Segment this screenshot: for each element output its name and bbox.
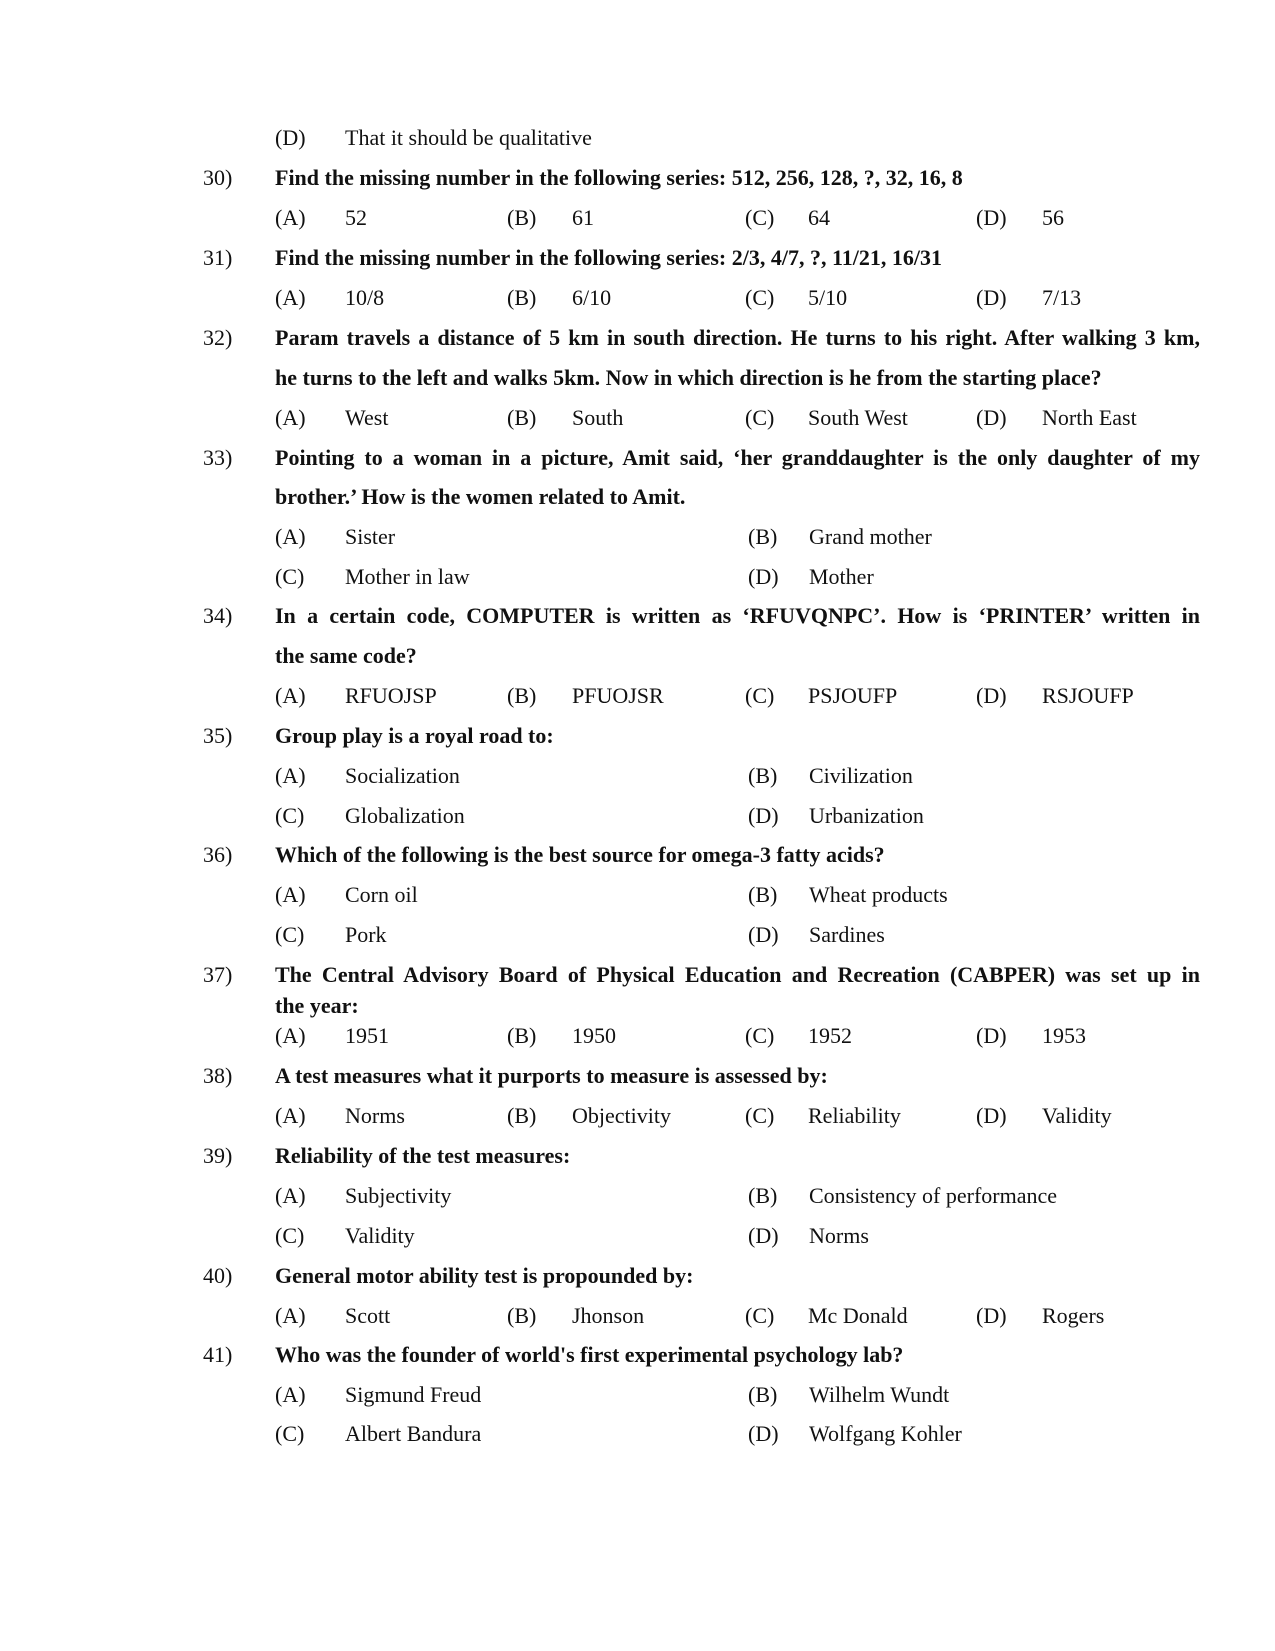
option-text: 5/10 (808, 285, 848, 310)
option-letter: (B) (748, 524, 778, 549)
option-letter: (D) (748, 1421, 779, 1446)
option-text: RSJOUFP (1042, 683, 1134, 708)
option-text: Norms (345, 1103, 405, 1128)
option-text: Globalization (345, 803, 465, 828)
option-text: 7/13 (1042, 285, 1082, 310)
option-letter: (C) (745, 205, 775, 230)
question-row (0, 1061, 1275, 1091)
options-row (0, 1221, 1275, 1251)
option-text: Validity (345, 1223, 415, 1248)
option-text: Mother (809, 564, 874, 589)
option-text: 6/10 (572, 285, 612, 310)
question-text: the same code? (275, 643, 417, 668)
options-row (0, 1181, 1275, 1211)
option-letter: (A) (275, 882, 306, 907)
question-text: Find the missing number in the following series: 2/3, 4/7, ?, 11/21, 16/31 (275, 245, 942, 270)
option-letter: (D) (976, 205, 1007, 230)
question-row (0, 601, 1275, 631)
option-text: North East (1042, 405, 1137, 430)
question-text: The Central Advisory Board of Physical Education and Recreation (CABPER) was set up in (275, 962, 1200, 987)
option-text: 1951 (345, 1023, 389, 1048)
option-text: 64 (808, 205, 830, 230)
question-text: Group play is a royal road to: (275, 723, 554, 748)
option-letter: (C) (745, 1103, 775, 1128)
question-text: Param travels a distance of 5 km in south direction. He turns to his right. After walking 3 km, (275, 325, 1200, 350)
option-letter: (A) (275, 1382, 306, 1407)
option-text: Socialization (345, 763, 460, 788)
option-letter: (A) (275, 763, 306, 788)
option-text: Wheat products (809, 882, 948, 907)
option-letter: (A) (275, 683, 306, 708)
option-letter: (D) (976, 405, 1007, 430)
question-row (0, 641, 1275, 671)
option-text: South West (808, 405, 908, 430)
question-number: 40) (203, 1263, 233, 1288)
question-number: 38) (203, 1063, 233, 1088)
option-text: 56 (1042, 205, 1064, 230)
option-text: Sardines (809, 922, 885, 947)
option-text: Norms (809, 1223, 869, 1248)
question-number: 31) (203, 245, 233, 270)
option-text: 1952 (808, 1023, 852, 1048)
options-row (0, 123, 1275, 153)
options-row (0, 1301, 1275, 1331)
question-number: 36) (203, 842, 233, 867)
option-text: 1950 (572, 1023, 616, 1048)
option-letter: (C) (745, 1023, 775, 1048)
option-text: Albert Bandura (345, 1421, 482, 1446)
option-letter: (B) (748, 1183, 778, 1208)
option-text: Wolfgang Kohler (809, 1421, 962, 1446)
option-letter: (D) (748, 564, 779, 589)
question-text: General motor ability test is propounded by: (275, 1263, 694, 1288)
option-letter: (B) (507, 1303, 537, 1328)
question-number: 41) (203, 1342, 233, 1367)
question-row (0, 991, 1275, 1021)
option-letter: (D) (976, 1023, 1007, 1048)
option-letter: (A) (275, 405, 306, 430)
option-letter: (C) (745, 285, 775, 310)
options-row (0, 880, 1275, 910)
option-text: Pork (345, 922, 387, 947)
option-letter: (B) (748, 763, 778, 788)
option-text: Sigmund Freud (345, 1382, 482, 1407)
question-row (0, 1261, 1275, 1291)
options-row (0, 283, 1275, 313)
question-row (0, 443, 1275, 473)
option-text: 10/8 (345, 285, 385, 310)
option-letter: (B) (507, 205, 537, 230)
question-row (0, 1340, 1275, 1370)
option-text: Mother in law (345, 564, 470, 589)
question-text: Reliability of the test measures: (275, 1143, 571, 1168)
question-text: the year: (275, 993, 359, 1018)
options-row (0, 1021, 1275, 1051)
option-text: PFUOJSR (572, 683, 664, 708)
option-text: Reliability (808, 1103, 901, 1128)
question-row (0, 243, 1275, 273)
option-letter: (D) (748, 1223, 779, 1248)
option-letter: (C) (745, 683, 775, 708)
option-text: That it should be qualitative (345, 125, 592, 150)
option-text: Sister (345, 524, 396, 549)
options-row (0, 681, 1275, 711)
option-text: Subjectivity (345, 1183, 452, 1208)
option-letter: (C) (745, 405, 775, 430)
option-letter: (D) (976, 1303, 1007, 1328)
option-text: Consistency of performance (809, 1183, 1058, 1208)
question-row (0, 840, 1275, 870)
question-text: In a certain code, COMPUTER is written as ‘RFUVQNPC’. How is ‘PRINTER’ written in (275, 603, 1200, 628)
options-row (0, 1101, 1275, 1131)
option-letter: (A) (275, 1303, 306, 1328)
options-row (0, 403, 1275, 433)
option-text: South (572, 405, 624, 430)
options-row (0, 761, 1275, 791)
option-text: Validity (1042, 1103, 1112, 1128)
option-letter: (B) (507, 1103, 537, 1128)
option-text: Grand mother (809, 524, 932, 549)
question-row (0, 363, 1275, 393)
option-text: West (345, 405, 389, 430)
question-row (0, 721, 1275, 751)
option-text: Civilization (809, 763, 913, 788)
options-row (0, 522, 1275, 552)
option-letter: (D) (976, 683, 1007, 708)
question-row (0, 163, 1275, 193)
options-row (0, 203, 1275, 233)
option-text: Rogers (1042, 1303, 1105, 1328)
question-number: 30) (203, 165, 233, 190)
option-text: 61 (572, 205, 594, 230)
option-letter: (A) (275, 1023, 306, 1048)
option-letter: (B) (507, 285, 537, 310)
option-letter: (A) (275, 1103, 306, 1128)
option-letter: (B) (507, 1023, 537, 1048)
question-number: 33) (203, 445, 233, 470)
option-letter: (A) (275, 205, 306, 230)
option-letter: (A) (275, 1183, 306, 1208)
option-letter: (B) (748, 882, 778, 907)
option-text: Urbanization (809, 803, 924, 828)
option-letter: (B) (748, 1382, 778, 1407)
option-text: RFUOJSP (345, 683, 437, 708)
option-text: Mc Donald (808, 1303, 908, 1328)
question-row (0, 323, 1275, 353)
question-row (0, 482, 1275, 512)
question-text: Pointing to a woman in a picture, Amit said, ‘her granddaughter is the only daughter of my (275, 445, 1200, 470)
question-text: brother.’ How is the women related to Amit. (275, 484, 686, 509)
option-letter: (B) (507, 405, 537, 430)
option-letter: (D) (275, 125, 306, 150)
option-text: Objectivity (572, 1103, 671, 1128)
option-letter: (C) (275, 564, 305, 589)
question-text: Find the missing number in the following series: 512, 256, 128, ?, 32, 16, 8 (275, 165, 963, 190)
options-row (0, 920, 1275, 950)
option-text: Jhonson (572, 1303, 645, 1328)
option-text: Corn oil (345, 882, 418, 907)
option-letter: (C) (275, 922, 305, 947)
options-row (0, 1419, 1275, 1449)
option-letter: (D) (748, 803, 779, 828)
question-text: A test measures what it purports to measure is assessed by: (275, 1063, 828, 1088)
option-letter: (C) (275, 803, 305, 828)
option-letter: (D) (976, 285, 1007, 310)
option-letter: (B) (507, 683, 537, 708)
question-text: he turns to the left and walks 5km. Now in which direction is he from the starting place? (275, 365, 1102, 390)
option-text: Wilhelm Wundt (809, 1382, 950, 1407)
question-row (0, 960, 1275, 990)
question-number: 35) (203, 723, 233, 748)
option-text: 1953 (1042, 1023, 1086, 1048)
option-letter: (C) (275, 1223, 305, 1248)
option-letter: (A) (275, 285, 306, 310)
option-letter: (C) (275, 1421, 305, 1446)
option-letter: (C) (745, 1303, 775, 1328)
options-row (0, 1380, 1275, 1410)
question-number: 39) (203, 1143, 233, 1168)
question-number: 34) (203, 603, 233, 628)
option-text: PSJOUFP (808, 683, 898, 708)
option-letter: (D) (748, 922, 779, 947)
question-row (0, 1141, 1275, 1171)
option-letter: (D) (976, 1103, 1007, 1128)
options-row (0, 562, 1275, 592)
option-letter: (A) (275, 524, 306, 549)
question-number: 32) (203, 325, 233, 350)
options-row (0, 801, 1275, 831)
option-text: Scott (345, 1303, 391, 1328)
question-text: Who was the founder of world's first experimental psychology lab? (275, 1342, 904, 1367)
question-number: 37) (203, 962, 233, 987)
question-text: Which of the following is the best source for omega-3 fatty acids? (275, 842, 885, 867)
option-text: 52 (345, 205, 367, 230)
